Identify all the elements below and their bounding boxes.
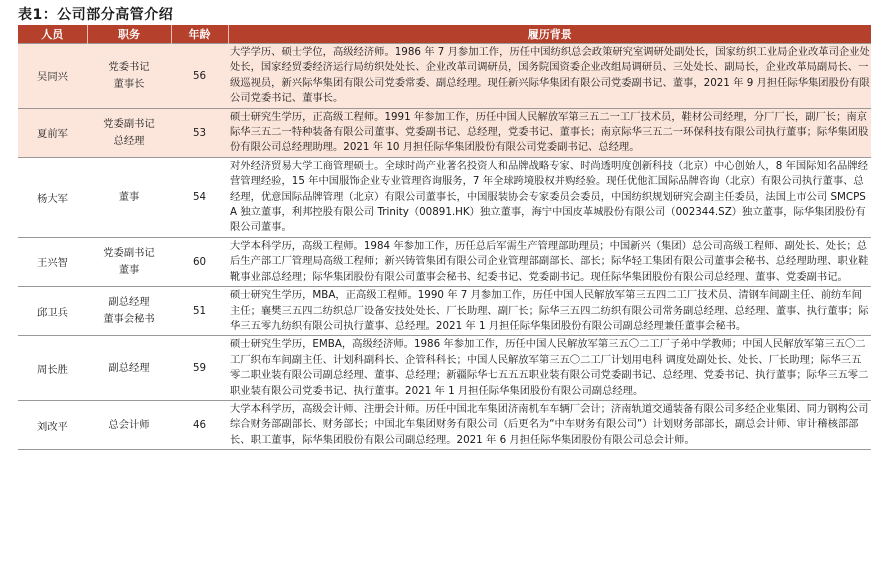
position-line: 董事: [118, 263, 140, 276]
person-age: 51: [171, 287, 228, 336]
person-background: 硕士研究生学历，正高级工程师。1991 年参加工作，历任中国人民解放军第三五二一工厂技术员，鞋材公司经理，分厂厂长，副厂长；南京际华三五二一特种装备有限公司董事、党委副书记、总经理，党委书记、董事长；南京际华三五二一环保科技有限公司执行董事；际华集团股份有限公司总经理助理。2021 年 10 月担任际华集团股份有限公司党委副书记、总经理。: [228, 108, 871, 157]
header-position: 职务: [87, 25, 171, 44]
person-background: 大学本科学历，高级会计师、注册会计师。历任中国北车集团济南机车车辆厂会计；济南轨道交通装备有限公司多经企业集团、同力钢构公司综合财务部副部长、财务部长；中国北车集团财务有限公司（后更名为“中车财务有限公司”）计划财务部部长，副总会计师、审计稽核部部长、职工董事，际华集团股份有限公司副总经理。2021 年 6 月担任际华集团股份有限公司总会计师。: [228, 400, 871, 449]
position-line: 董事会秘书: [103, 313, 155, 326]
position-line: 总经理: [113, 134, 145, 147]
person-background: 硕士研究生学历，EMBA，高级经济师。1986 年参加工作，历任中国人民解放军第三五〇二工厂子弟中学教师；中国人民解放军第三五〇二工厂织布车间副主任、计划科副科长、企管科科长；中国人民解放军第三五〇二工厂计划用电科 调度处副处长、处长、厂长助理；际华三五零二职业装有限公司副总经理、董事、总经理；新疆际华七五五五职业装有限公司党委副书记、总经理、党委书记、执行董事；际华三五零二职业装有限公司党委书记、执行董事。2021 年 1 月担任际华集团股份有限公司副总经理。: [228, 336, 871, 401]
person-position: [87, 336, 171, 401]
header-age: 年龄: [171, 25, 228, 44]
person-position: [87, 108, 171, 157]
person-age: 53: [171, 108, 228, 157]
person-age: 54: [171, 157, 228, 237]
person-age: 56: [171, 44, 228, 109]
table-row: [18, 108, 871, 157]
position-line: 总会计师: [108, 418, 150, 431]
person-name: 夏前军: [18, 108, 87, 157]
table-title: 表1：公司部分高管介绍: [18, 7, 174, 23]
position-line: 党委副书记: [103, 246, 155, 259]
table-header-row: [18, 25, 871, 44]
person-position: [87, 400, 171, 449]
position-line: 副总经理: [108, 296, 150, 309]
person-background: 对外经济贸易大学工商管理硕士。全球时尚产业著名投资人和品牌战略专家、时尚透明度创新科技（北京）中心创始人，8 年国际知名品牌经营管理经验，15 年中国服饰企业专业管理咨询服务，7 年全球跨境股权并购经验。现任优他汇国际品牌咨询（北京）有限公司执行董事、总经理，优意国际品牌管理（北京）有限公司董事长，中国服装协会专家委员会委员，中国纺织规划研究会副主任委员，法国上市公司 SMCPSA 独立董事，利邦控股有限公司 Trinity（00891.HK）独立董事，海宁中国皮革城股份有限公司（002344.SZ）独立董事，际华集团股份有限公司董事。: [228, 157, 871, 237]
person-name: 吴同兴: [18, 44, 87, 109]
table-row: [18, 44, 871, 109]
person-age: 59: [171, 336, 228, 401]
person-name: 王兴智: [18, 237, 87, 286]
person-name: 刘改平: [18, 400, 87, 449]
person-age: 46: [171, 400, 228, 449]
executives-table: [18, 25, 871, 450]
header-name: 人员: [18, 25, 87, 44]
table-row: [18, 400, 871, 449]
header-background: 履历背景: [228, 25, 871, 44]
table-row: [18, 287, 871, 336]
person-background: 大学本科学历，高级工程师。1984 年参加工作，历任总后军需生产管理部助理员；中国新兴（集团）总公司高级工程师、副处长、处长；总后生产部工厂管理局高级工程师；新兴铸管集团有限公司企业管理部副部长、部长；际华轻工集团有限公司董事会秘书、总经理助理、职业鞋靴事业部总经理；际华集团股份有限公司董事会秘书、纪委书记、党委副书记。现任际华集团股份有限公司总经理、董事、党委副书记。: [228, 237, 871, 286]
person-age: 60: [171, 237, 228, 286]
person-name: 周长胜: [18, 336, 87, 401]
person-position: [87, 157, 171, 237]
person-name: 邱卫兵: [18, 287, 87, 336]
person-background: 大学学历、硕士学位，高级经济师。1986 年 7 月参加工作，历任中国纺织总会政策研究室调研处副处长，国家纺织工业局企业改革司企业处处长，国家经贸委经济运行局纺织处处长、企业改革司调研员，国务院国资委企业改组局调研员、三处处长、副局长，企业改革局副局长、一级巡视员，新兴际华集团有限公司党委常委、副总经理。现任新兴际华集团有限公司党委副书记、董事，2021 年 9 月担任际华集团股份有限公司党委书记、董事长。: [228, 44, 871, 109]
position-line: 董事: [118, 190, 140, 203]
position-line: 党委副书记: [103, 117, 155, 130]
person-name: 杨大军: [18, 157, 87, 237]
position-line: 党委书记: [108, 60, 150, 73]
table-row: [18, 237, 871, 286]
position-line: 副总经理: [108, 361, 150, 374]
person-background: 硕士研究生学历，MBA，正高级工程师。1990 年 7 月参加工作，历任中国人民解放军第三五四二工厂技术员、清钢车间副主任、前纺车间主任；襄樊三五四二纺织总厂设备安技处处长、厂长助理、副厂长；际华三五四二纺织有限公司常务副总经理、总经理、董事、执行董事；际华三五零九纺织有限公司执行董事、总经理。2021 年 1 月担任际华集团股份有限公司副总经理兼任董事会秘书。: [228, 287, 871, 336]
person-position: [87, 237, 171, 286]
person-position: [87, 287, 171, 336]
person-position: [87, 44, 171, 109]
table-row: [18, 336, 871, 401]
position-line: 董事长: [113, 77, 145, 90]
table-row: [18, 157, 871, 237]
